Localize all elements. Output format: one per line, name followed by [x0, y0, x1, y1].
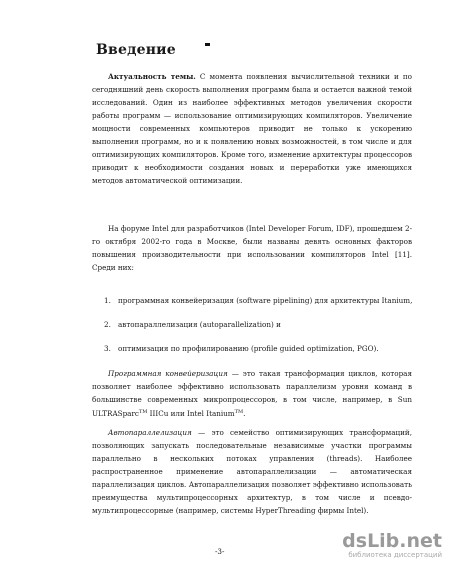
relevance-lead: Актуальность темы.: [108, 72, 196, 81]
watermark: [332, 531, 442, 560]
list-item: 2. автопараллелизация (autoparallelization) и: [104, 320, 281, 329]
paragraph-autoparallelization: Автопараллелизация — это семейство оптимизирующих трансформаций, позволяющих запускать последовательные независимые участки программы параллельно в нескольких потоках управления (threads). Наиболее распространенное применение автопараллелизации — автоматическая параллелизация циклов. Автопараллелизация позволяет эффективно использовать преимущества мультипроцессорных архитектур, в том числе и псевдо-мультипроцессорные (например, системы HyperThreading фирмы Intel).: [92, 428, 412, 515]
trademark-mark: TM: [138, 409, 148, 415]
page-title: Введение: [96, 42, 176, 58]
pipelining-term: Программная конвейеризация: [108, 369, 228, 378]
relevance-text: С момента появления вычислительной техники и по сегодняшний день скорость выполнения программ была и остается важной темой исследований. Один из наиболее эффективных методов увеличения скорости работы программ — использование оптимизирующих компиляторов. Увеличение мощности современных компьютеров приводит не только к ускорению выполнения программ, но и к появлению новых возможностей, в том числе и для оптимизирующих компиляторов. Кроме того, изменение архитектуры процессоров приводит к необходимости создания новых и переработки уже имеющихся методов автоматической оптимизации.: [92, 72, 412, 185]
watermark-logo: dsLib.net: [342, 530, 442, 552]
paragraph-relevance: [92, 70, 412, 187]
page-number: -3-: [215, 547, 225, 556]
autoparallelization-term: Автопараллелизация: [108, 428, 192, 437]
list-item: 3. оптимизация по профилированию (profile guided optimization, PGO).: [104, 344, 379, 353]
list-item: 1. программная конвейеризация (software pipelining) для архитектуры Itanium,: [104, 296, 413, 305]
watermark-subtitle: библиотека диссертаций: [348, 551, 442, 559]
paragraph-pipelining: Программная конвейеризация — это такая трансформация циклов, которая позволяет наиболее эффективно использовать параллелизм уровня команд в большинстве современных микропроцессоров, в том числе, например, в Sun ULTRASparc™ IIICu или Intel Itanium™.: [92, 369, 412, 418]
paragraph-forum: На форуме Intel для разработчиков (Intel Developer Forum, IDF), прошедшем 2-го октября 2002-го года в Москве, были названы девять основных факторов повышения производительности при использовании компиляторов Intel [11]. Среди них:: [92, 224, 412, 272]
trademark-mark: TM: [234, 409, 244, 415]
ink-mark: [205, 43, 210, 46]
